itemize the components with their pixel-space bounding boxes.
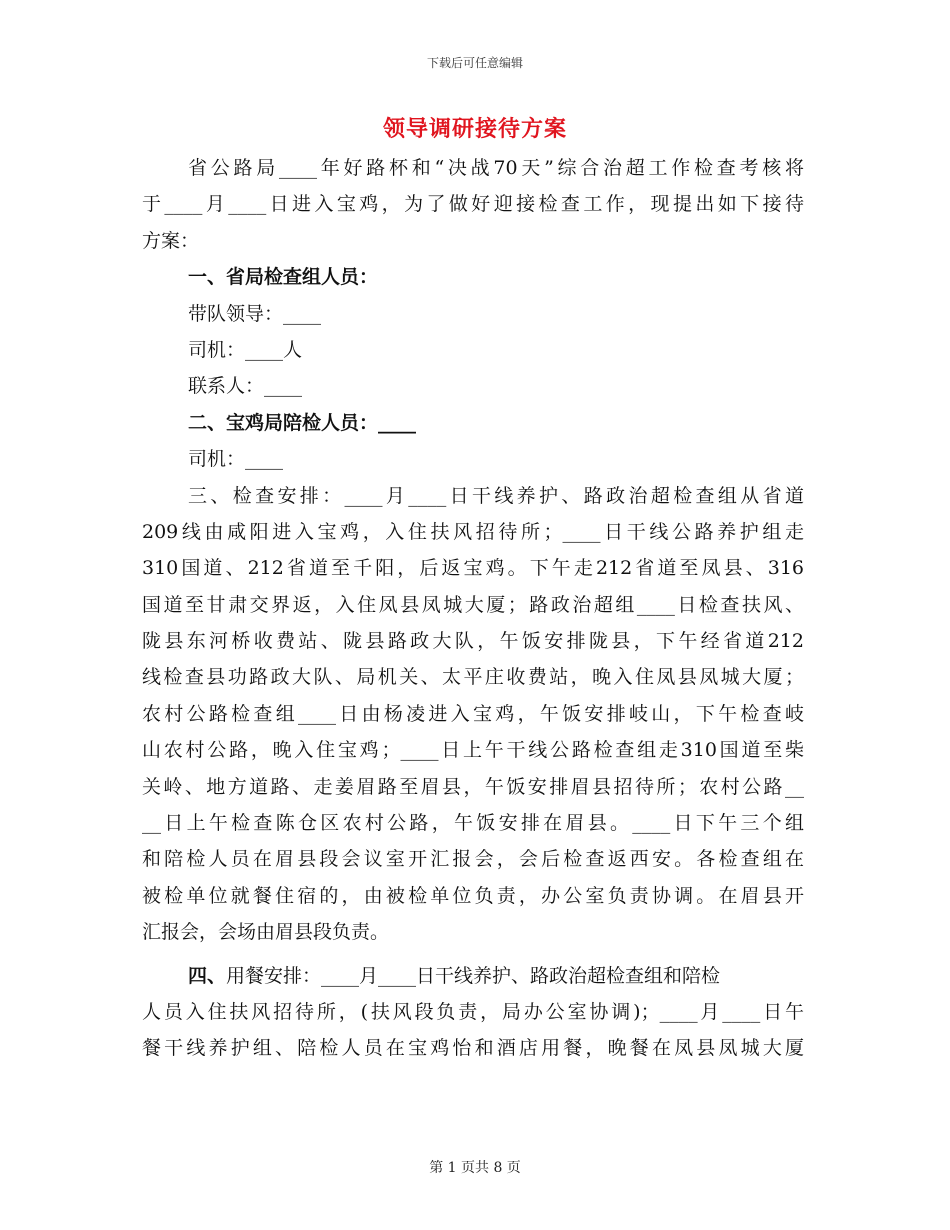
paragraph-line: 线检查县功路政大队、局机关、太平庄收费站，晚入住凤县凤城大厦； [142, 666, 804, 689]
document-title: 领导调研接待方案 [382, 116, 567, 142]
paragraph-gap [142, 951, 804, 958]
paragraph-line: 310国道、212省道至千阳，后返宝鸡。下午走212省道至凤县、316 [142, 557, 804, 580]
paragraph-line: 山农村公路，晚入住宝鸡；____日上午干线公路检查组走310国道至柴 [142, 739, 804, 762]
paragraph-line: 关岭、地方道路、走姜眉路至眉县，午饭安排眉县招待所；农村公路__ [142, 775, 804, 798]
paragraph-line: 农村公路检查组____日由杨凌进入宝鸡，午饭安排岐山，下午检查岐 [142, 702, 804, 725]
paragraph-line: 于____月____日进入宝鸡，为了做好迎接检查工作，现提出如下接待 [142, 193, 804, 216]
section-3-line: 三、检查安排：____月____日干线养护、路政治超检查组从省道 [188, 484, 804, 507]
paragraph-line: 被检单位就餐住宿的，由被检单位负责，办公室负责协调。在眉县开 [142, 884, 804, 907]
paragraph-line: __日上午检查陈仓区农村公路，午饭安排在眉县。____日下午三个组 [142, 812, 804, 835]
page-footer: 第 1 页共 8 页 [429, 1160, 521, 1176]
paragraph-line: 国道至甘肃交界返，入住凤县凤城大厦；路政治超组____日检查扶风、 [142, 593, 804, 616]
paragraph-line: 陇县东河桥收费站、陇县路政大队，午饭安排陇县，下午经省道212 [142, 630, 804, 653]
field-line-contact: 联系人：____ [188, 375, 303, 398]
paragraph-line: 方案： [142, 229, 200, 252]
field-line-team-leader: 带队领导：____ [188, 302, 322, 325]
document-body [142, 150, 804, 1067]
paragraph-line: 餐干线养护组、陪检人员在宝鸡怡和酒店用餐，晚餐在凤县凤城大厦 [142, 1037, 804, 1060]
paragraph-line: 人员入住扶风招待所，(扶风段负责，局办公室协调)；____月____日午 [142, 1000, 804, 1023]
field-line-driver-2: 司机：____ [188, 448, 284, 471]
section-heading-2: 二、宝鸡局陪检人员：____ [188, 411, 417, 434]
paragraph-line: 209线由咸阳进入宝鸡，入住扶风招待所；____日干线公路养护组走 [142, 520, 804, 543]
section-4-line [142, 958, 804, 994]
section-4-number: 四、 [188, 964, 227, 987]
section-heading-1: 一、省局检查组人员： [188, 266, 379, 289]
paragraph-line: 和陪检人员在眉县段会议室开汇报会，会后检查返西安。各检查组在 [142, 848, 804, 871]
section-4-text: 用餐安排：____月____日干线养护、路政治超检查组和陪检 [226, 964, 721, 987]
header-note: 下载后可任意编辑 [426, 56, 523, 70]
paragraph-line: 汇报会，会场由眉县段负责。 [142, 921, 390, 944]
paragraph-line: 省公路局____年好路杯和“决战70天”综合治超工作检查考核将 [188, 157, 804, 179]
field-line-driver: 司机：____人 [188, 338, 303, 361]
